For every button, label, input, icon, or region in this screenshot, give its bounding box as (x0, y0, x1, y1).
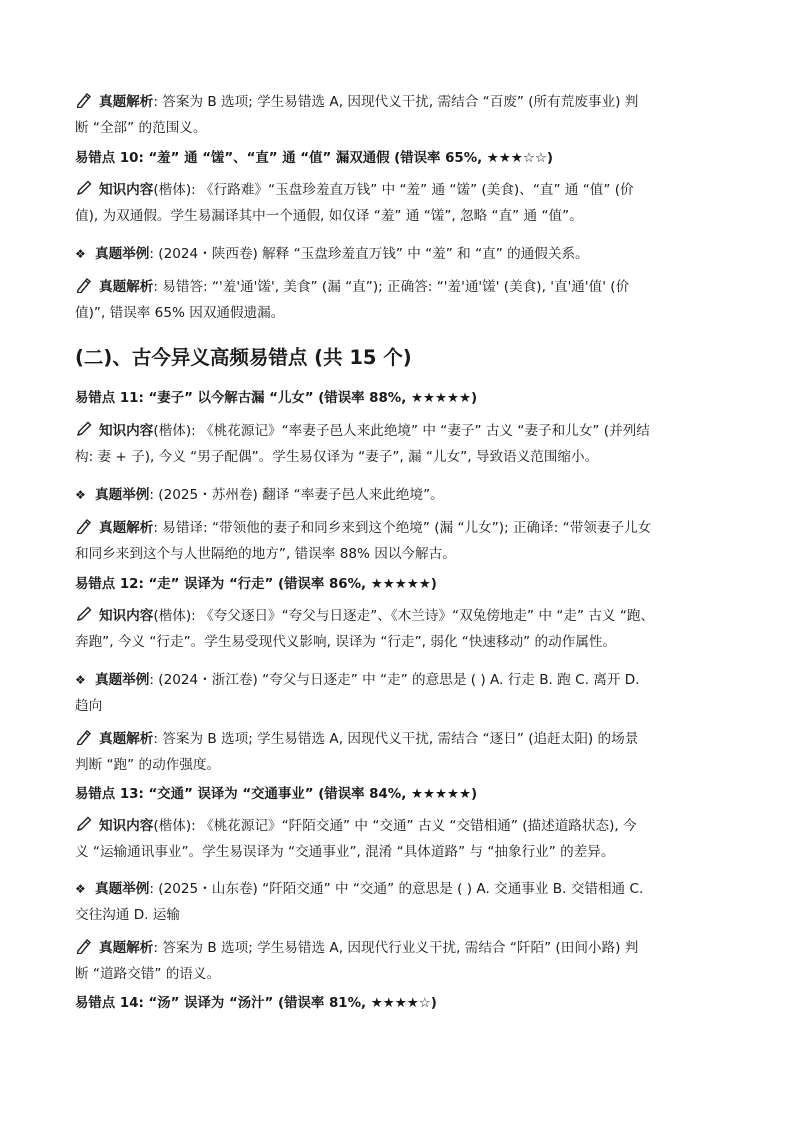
analysis-line-2: 断 “道路交错” 的语义。 (75, 966, 221, 982)
section-heading: (二)、古今异义高频易错点 (共 15 个) (75, 346, 412, 369)
pen-icon (75, 606, 93, 622)
analysis-line-2: 断 “全部” 的范围义。 (75, 120, 207, 136)
analysis-line (75, 726, 725, 752)
analysis-line-2: 值)”, 错误率 65% 因双通假遗漏。 (75, 305, 285, 321)
example-line (75, 241, 725, 267)
pen-icon (75, 816, 93, 832)
pencil-icon (75, 729, 93, 745)
knowledge-label: 知识内容 (99, 608, 154, 624)
example-label: 真题举例 (95, 246, 150, 262)
knowledge-line-2: 义 “运输通讯事业”。学生易误译为 “交通事业”, 混淆 “具体道路” 与 “抽象行业” 的差异。 (75, 844, 615, 860)
analysis-text: : 答案为 B 选项; 学生易错选 A, 因现代义干扰, 需结合 “逐日” (追赶太阳) 的场景 (153, 731, 639, 747)
example-line (75, 482, 725, 508)
example-label: 真题举例 (95, 672, 150, 688)
error-point-14-heading: 易错点 14: “汤” 误译为 “汤汁” (错误率 81%, ★★★★☆) (75, 996, 437, 1011)
example-label: 真题举例 (95, 881, 150, 897)
diamond-icon: ❖ (75, 247, 86, 261)
knowledge-line (75, 603, 725, 629)
example-text: : (2025・苏州卷) 翻译 “率妻子邑人来此绝境”。 (149, 487, 444, 503)
knowledge-line-2: 值), 为双通假。学生易漏译其中一个通假, 如仅译 “羞” 通 “馐”, 忽略 “直” 通 “值”。 (75, 208, 583, 224)
error-point-10-heading: 易错点 10: “羞” 通 “馐”、“直” 通 “值” 漏双通假 (错误率 65%, ★★★☆☆) (75, 151, 554, 166)
analysis-text: : 答案为 B 选项; 学生易错选 A, 因现代行业义干扰, 需结合 “阡陌” (田间小路) 判 (153, 940, 639, 956)
knowledge-text: (楷体): 《夸父逐日》“夸父与日逐走”、《木兰诗》“双兔傍地走” 中 “走” 古义 “跑、 (153, 608, 655, 624)
analysis-line (75, 274, 725, 300)
analysis-line (75, 515, 725, 541)
example-line-2: 交往沟通 D. 运输 (75, 907, 180, 923)
knowledge-line-2: 构: 妻 + 子), 今义 “男子配偶”。学生易仅译为 “妻子”, 漏 “儿女”, 导致语义范围缩小。 (75, 449, 599, 465)
analysis-label: 真题解析 (99, 279, 154, 295)
knowledge-line (75, 813, 725, 839)
pen-icon (75, 421, 93, 437)
pencil-icon (75, 92, 93, 108)
example-line (75, 876, 725, 902)
knowledge-line (75, 418, 725, 444)
analysis-label: 真题解析 (99, 94, 154, 110)
example-text: : (2025・山东卷) “阡陌交通” 中 “交通” 的意思是 ( ) A. 交通事业 B. 交错相通 C. (149, 881, 644, 897)
analysis-label: 真题解析 (99, 520, 154, 536)
knowledge-label: 知识内容 (99, 182, 154, 198)
analysis-text: : 答案为 B 选项; 学生易错选 A, 因现代义干扰, 需结合 “百废” (所有荒废事业) 判 (153, 94, 639, 110)
example-line (75, 667, 725, 693)
knowledge-label: 知识内容 (99, 818, 154, 834)
analysis-line-2: 判断 “跑” 的动作强度。 (75, 757, 221, 773)
analysis-line (75, 89, 725, 115)
knowledge-text: (楷体): 《行路难》“玉盘珍羞直万钱” 中 “羞” 通 “馐” (美食)、“直” 通 “值” (价 (153, 182, 634, 198)
pencil-icon (75, 277, 93, 293)
knowledge-line-2: 奔跑”, 今义 “行走”。学生易受现代义影响, 误译为 “行走”, 弱化 “快速移动” 的动作属性。 (75, 634, 617, 650)
analysis-line (75, 935, 725, 961)
analysis-text: : 易错答: “'羞'通'馐', 美食” (漏 “直”); 正确答: “'羞'通'馐' (美食), '直'通'值' (价 (153, 279, 630, 295)
diamond-icon: ❖ (75, 673, 86, 687)
knowledge-label: 知识内容 (99, 423, 154, 439)
analysis-label: 真题解析 (99, 940, 154, 956)
knowledge-text: (楷体): 《桃花源记》“阡陌交通” 中 “交通” 古义 “交错相通” (描述道路状态), 今 (153, 818, 637, 834)
example-text: : (2024・陕西卷) 解释 “玉盘珍羞直万钱” 中 “羞” 和 “直” 的通假关系。 (149, 246, 589, 262)
example-line-2: 趋向 (75, 698, 103, 714)
analysis-line-2: 和同乡来到这个与人世隔绝的地方”, 错误率 88% 因以今解古。 (75, 546, 456, 562)
diamond-icon: ❖ (75, 488, 86, 502)
knowledge-line (75, 177, 725, 203)
error-point-13-heading: 易错点 13: “交通” 误译为 “交通事业” (错误率 84%, ★★★★★) (75, 787, 478, 802)
example-text: : (2024・浙江卷) “夸父与日逐走” 中 “走” 的意思是 ( ) A. 行走 B. 跑 C. 离开 D. (149, 672, 640, 688)
pencil-icon (75, 938, 93, 954)
diamond-icon: ❖ (75, 882, 86, 896)
analysis-label: 真题解析 (99, 731, 154, 747)
pen-icon (75, 180, 93, 196)
error-point-11-heading: 易错点 11: “妻子” 以今解古漏 “儿女” (错误率 88%, ★★★★★) (75, 391, 478, 406)
example-label: 真题举例 (95, 487, 150, 503)
pencil-icon (75, 518, 93, 534)
knowledge-text: (楷体): 《桃花源记》“率妻子邑人来此绝境” 中 “妻子” 古义 “妻子和儿女” (并列结 (153, 423, 650, 439)
error-point-12-heading: 易错点 12: “走” 误译为 “行走” (错误率 86%, ★★★★★) (75, 577, 437, 592)
analysis-text: : 易错译: “带领他的妻子和同乡来到这个绝境” (漏 “儿女”); 正确译: “带领妻子儿女 (153, 520, 652, 536)
